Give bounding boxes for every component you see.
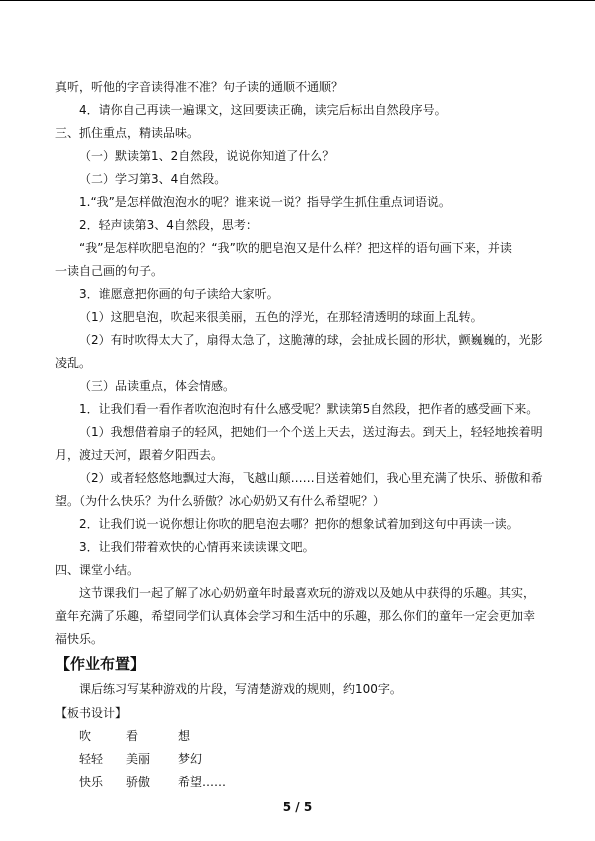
text-line: （2）或者轻悠悠地飘过大海，飞越山颠……目送着她们，我心里充满了快乐、骄傲和希 [79,471,543,485]
text-line: （2）有时吹得太大了，扇得太急了，这脆薄的球，会扯成长圆的形状，颤巍巍的，光影 [79,333,543,347]
text-line: 2．让我们说一说你想让你吹的肥皂泡去哪？把你的想象试着加到这句中再读一读。 [79,517,519,531]
text-line: 望。（为什么快乐？为什么骄傲？冰心奶奶又有什么希望呢？） [55,494,386,508]
page-number: 5 / 5 [282,800,313,814]
sub-heading: （三）品读重点，体会情感。 [79,379,236,393]
sub-heading: （一）默读第1、2自然段，说说你知道了什么？ [79,149,335,163]
board-cell: 看 [126,729,139,743]
text-line: 真听，听他的字音读得准不准？句子读的通顺不通顺？ [55,80,344,94]
board-cell: 骄傲 [126,775,151,789]
text-line: 3．谁愿意把你画的句子读给大家听。 [79,287,279,301]
text-line: 2．轻声读第3、4自然段，思考： [79,218,258,232]
section-heading: 三、抓住重点，精读品味。 [55,126,200,140]
section-heading: 四、课堂小结。 [55,563,140,577]
board-cell: 轻轻 [79,752,104,766]
text-line: 3．让我们带着欢快的心情再来读读课文吧。 [79,540,315,554]
board-cell: 快乐 [79,775,104,789]
text-line: “我”是怎样吹肥皂泡的？“我”吹的肥皂泡又是什么样？把这样的语句画下来，并读 [79,241,512,255]
board-heading: 【板书设计】 [55,706,128,720]
text-line: 一读自己画的句子。 [55,264,164,278]
homework-heading: 【作业布置】 [55,655,146,673]
text-line: （1）这肥皂泡，吹起来很美丽，五色的浮光，在那轻清透明的球面上乱转。 [79,310,483,324]
sub-heading: （二）学习第3、4自然段。 [79,172,227,186]
text-line: 1.“我”是怎样做泡泡水的呢？谁来说一说？指导学生抓住重点词语说。 [79,195,451,209]
board-cell: 美丽 [126,752,151,766]
board-cell: 吹 [79,729,92,743]
text-line: 福快乐。 [55,632,104,646]
text-line: 月，渡过天河，跟着夕阳西去。 [55,448,224,462]
board-cell: 想 [178,729,191,743]
text-line: （1）我想借着扇子的轻风，把她们一个个送上天去，送过海去。到天上，轻轻地挨着明 [79,425,543,439]
text-line: 凌乱。 [55,356,92,370]
text-line: 童年充满了乐趣，希望同学们认真体会学习和生活中的乐趣，那么你们的童年一定会更加幸 [55,609,536,623]
text-line: 课后练习写某种游戏的片段，写清楚游戏的规则，约100字。 [79,682,402,696]
text-line: 4．请你自己再读一遍课文，这回要读正确，读完后标出自然段序号。 [79,103,447,117]
board-cell: 希望…… [178,775,227,789]
board-cell: 梦幻 [178,752,203,766]
text-line: 1．让我们看一看作者吹泡泡时有什么感受呢？默读第5自然段，把作者的感受画下来。 [79,402,539,416]
text-line: 这节课我们一起了解了冰心奶奶童年时最喜欢玩的游戏以及她从中获得的乐趣。其实， [79,586,536,600]
